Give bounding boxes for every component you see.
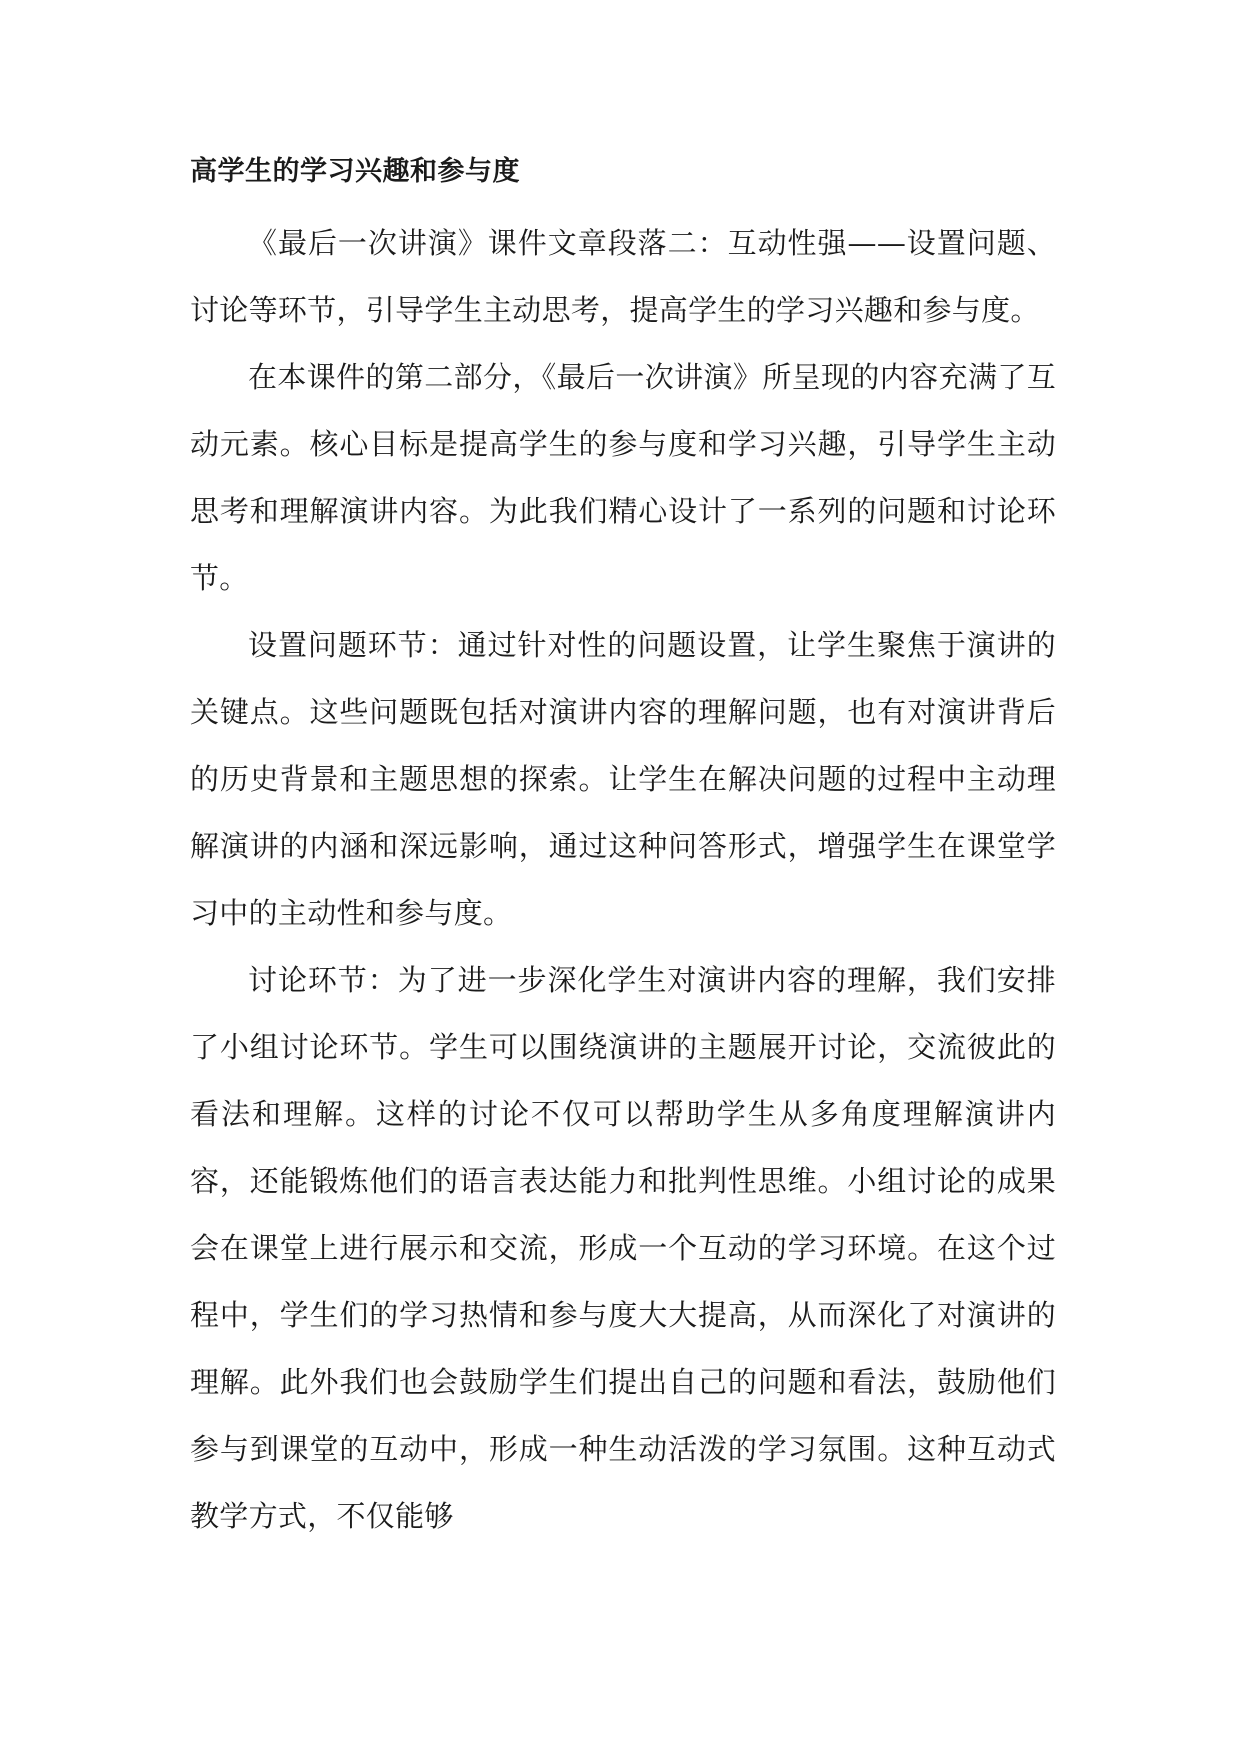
paragraph-questions: 设置问题环节：通过针对性的问题设置，让学生聚焦于演讲的关键点。这些问题既包括对演讲内容的理解问题，也有对演讲背后的历史背景和主题思想的探索。让学生在解决问题的过程中主动理解演讲的内涵和深远影响，通过这种问答形式，增强学生在课堂学习中的主动性和参与度。 — [190, 628, 1056, 930]
section-heading: 高学生的学习兴趣和参与度 — [190, 156, 520, 187]
paragraph-overview: 在本课件的第二部分，《最后一次讲演》所呈现的内容充满了互动元素。核心目标是提高学生的参与度和学习兴趣，引导学生主动思考和理解演讲内容。为此我们精心设计了一系列的问题和讨论环节。 — [190, 360, 1056, 595]
paragraph-discussion: 讨论环节：为了进一步深化学生对演讲内容的理解，我们安排了小组讨论环节。学生可以围绕演讲的主题展开讨论，交流彼此的看法和理解。这样的讨论不仅可以帮助学生从多角度理解演讲内容，还能锻炼他们的语言表达能力和批判性思维。小组讨论的成果会在课堂上进行展示和交流，形成一个互动的学习环境。在这个过程中，学生们的学习热情和参与度大大提高，从而深化了对演讲的理解。此外我们也会鼓励学生们提出自己的问题和看法，鼓励他们参与到课堂的互动中，形成一种生动活泼的学习氛围。这种互动式教学方式，不仅能够 — [190, 963, 1056, 1533]
document-body — [190, 142, 1056, 1550]
paragraph-intro: 《最后一次讲演》课件文章段落二：互动性强——设置问题、讨论等环节，引导学生主动思考，提高学生的学习兴趣和参与度。 — [190, 226, 1056, 327]
